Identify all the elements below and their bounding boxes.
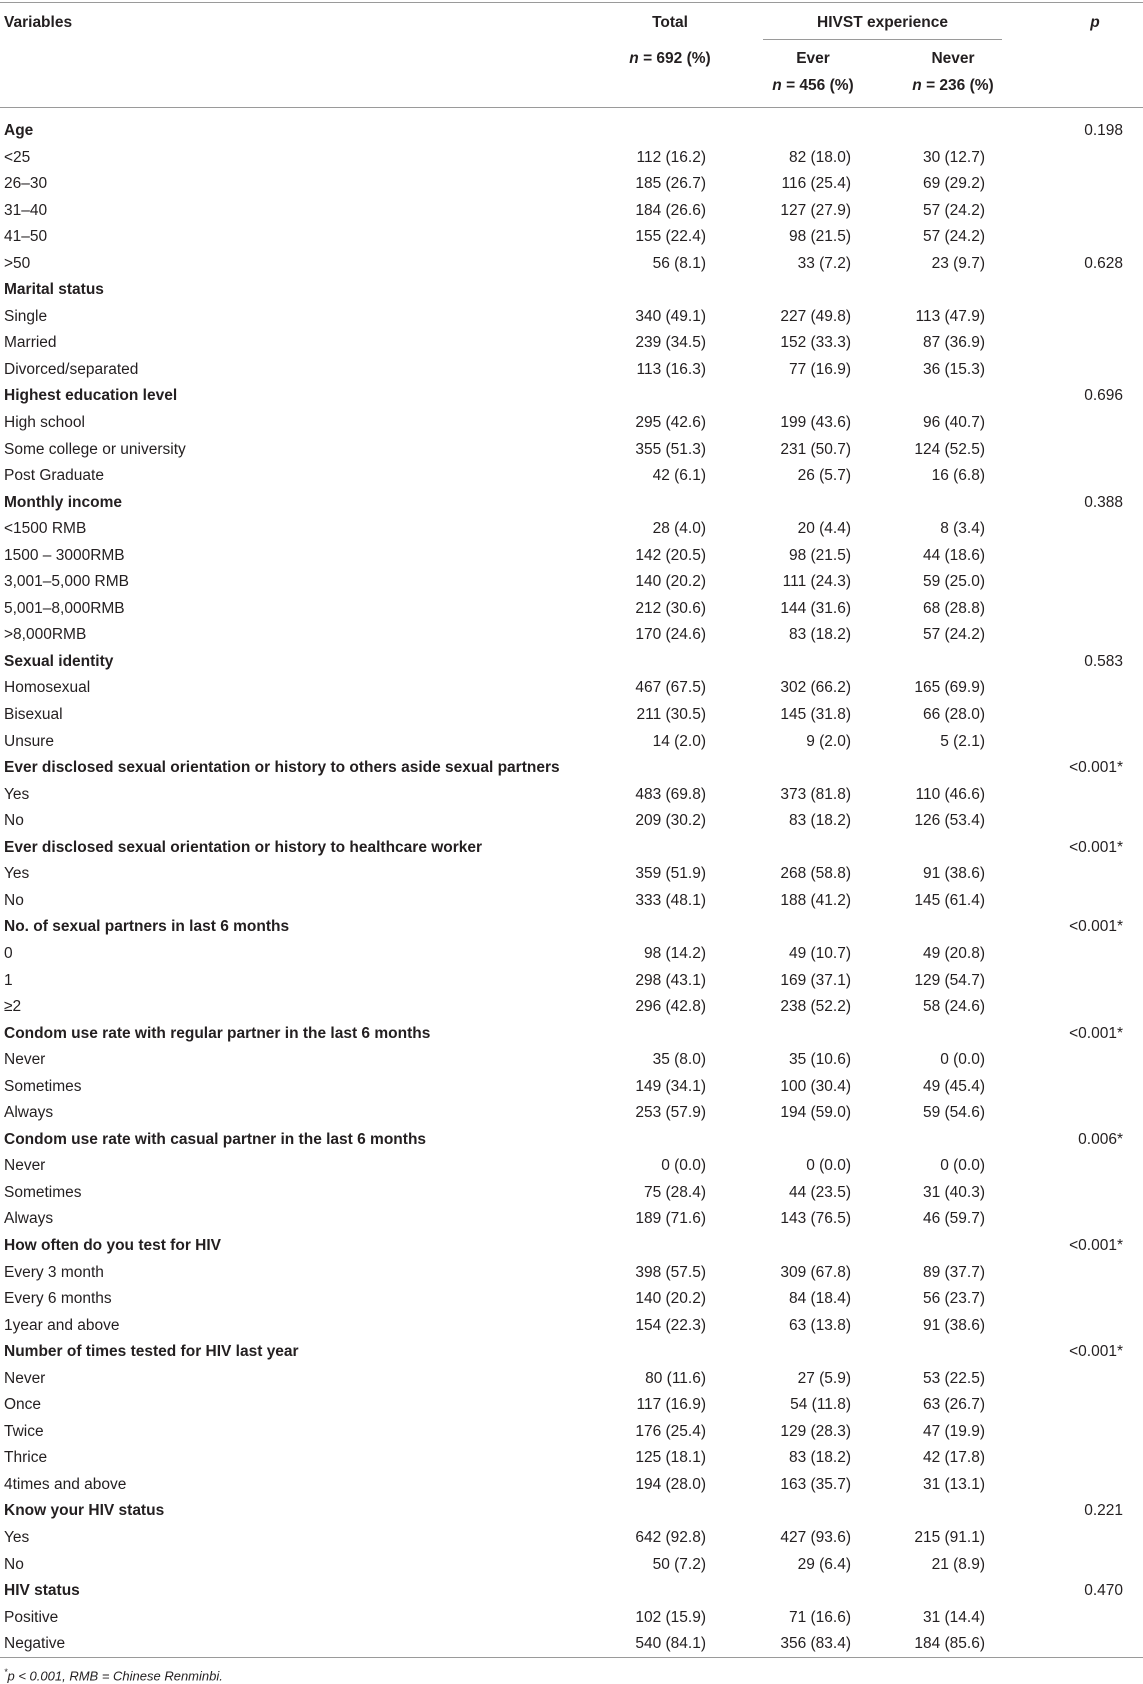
table-row xyxy=(0,463,1143,490)
cell-p-value: 0.006* xyxy=(1078,1130,1123,1148)
cell-never: 5 (2.1) xyxy=(940,732,985,750)
row-label: Positive xyxy=(4,1608,59,1626)
table-row xyxy=(0,1472,1143,1499)
cell-never: 49 (20.8) xyxy=(922,944,985,962)
cell-ever: 231 (50.7) xyxy=(780,440,851,458)
header-ever: Ever xyxy=(796,50,830,67)
table-row xyxy=(0,994,1143,1021)
cell-total: 253 (57.9) xyxy=(635,1104,706,1122)
header-variables: Variables xyxy=(4,14,73,31)
cell-never: 21 (8.9) xyxy=(931,1555,985,1573)
cell-never: 63 (26.7) xyxy=(922,1396,985,1414)
row-label: Post Graduate xyxy=(4,467,104,485)
row-label: Age xyxy=(4,122,34,139)
cell-never: 113 (47.9) xyxy=(915,307,985,325)
cell-ever: 100 (30.4) xyxy=(780,1077,851,1095)
cell-ever: 83 (18.2) xyxy=(788,812,851,830)
cell-total: 56 (8.1) xyxy=(652,254,706,272)
row-label: Unsure xyxy=(4,732,54,750)
cell-ever: 111 (24.3) xyxy=(782,573,851,591)
cell-total: 155 (22.4) xyxy=(635,228,706,246)
cell-p-value: <0.001* xyxy=(1069,1236,1123,1254)
row-label: Highest education level xyxy=(4,387,178,405)
cell-never: 0 (0.0) xyxy=(940,1051,985,1069)
category-row xyxy=(0,383,1143,410)
header-hivst-experience: HIVST experience xyxy=(817,14,948,31)
cell-ever: 27 (5.9) xyxy=(797,1369,851,1387)
row-label: Married xyxy=(4,334,57,352)
cell-ever: 268 (58.8) xyxy=(780,865,851,883)
row-label: Condom use rate with regular partner in the last 6 months xyxy=(4,1024,431,1042)
cell-never: 42 (17.8) xyxy=(922,1449,985,1467)
table-row xyxy=(0,1605,1143,1632)
cell-never: 184 (85.6) xyxy=(914,1635,985,1653)
header-never-n: n = 236 (%) xyxy=(912,77,994,94)
cell-ever: 82 (18.0) xyxy=(788,148,851,166)
cell-total: 149 (34.1) xyxy=(635,1077,706,1095)
row-label: Never xyxy=(4,1157,46,1175)
cell-never: 23 (9.7) xyxy=(931,254,985,272)
cell-ever: 116 (25.4) xyxy=(781,175,851,193)
table-row xyxy=(0,1047,1143,1074)
row-label: Always xyxy=(4,1104,54,1122)
cell-p-value: <0.001* xyxy=(1069,759,1123,777)
row-label: Sometimes xyxy=(4,1183,82,1201)
row-label: <1500 RMB xyxy=(4,520,87,538)
row-label: No xyxy=(4,1555,24,1573)
cell-ever: 54 (11.8) xyxy=(790,1396,851,1414)
cell-ever: 152 (33.3) xyxy=(780,334,851,352)
cell-total: 140 (20.2) xyxy=(635,573,706,591)
cell-total: 125 (18.1) xyxy=(635,1449,706,1467)
cell-ever: 145 (31.8) xyxy=(780,706,851,724)
table-row xyxy=(0,675,1143,702)
cell-ever: 49 (10.7) xyxy=(788,944,851,962)
table-row xyxy=(0,861,1143,888)
cell-ever: 309 (67.8) xyxy=(780,1263,851,1281)
row-label: Sexual identity xyxy=(4,652,114,670)
cell-never: 129 (54.7) xyxy=(914,971,985,989)
cell-ever: 163 (35.7) xyxy=(780,1475,851,1493)
row-label: Never xyxy=(4,1051,46,1069)
cell-ever: 33 (7.2) xyxy=(797,254,851,272)
table-row xyxy=(0,1445,1143,1472)
category-row xyxy=(0,755,1143,782)
cell-never: 91 (38.6) xyxy=(922,865,985,883)
row-label: >50 xyxy=(4,254,31,272)
cell-ever: 227 (49.8) xyxy=(780,307,851,325)
cell-total: 212 (30.6) xyxy=(635,599,706,617)
cell-never: 44 (18.6) xyxy=(922,546,985,564)
row-label: Some college or university xyxy=(4,440,186,458)
row-label: Yes xyxy=(4,785,30,803)
cell-total: 467 (67.5) xyxy=(635,679,706,697)
cell-never: 110 (46.6) xyxy=(915,785,985,803)
table-row xyxy=(0,941,1143,968)
cell-never: 57 (24.2) xyxy=(922,626,985,644)
cell-total: 185 (26.7) xyxy=(635,175,706,193)
cell-ever: 83 (18.2) xyxy=(788,626,851,644)
table-row xyxy=(0,569,1143,596)
cell-never: 59 (54.6) xyxy=(922,1104,985,1122)
cell-p-value: 0.470 xyxy=(1084,1582,1123,1600)
table-row xyxy=(0,808,1143,835)
table-row xyxy=(0,968,1143,995)
row-label: Sometimes xyxy=(4,1077,82,1095)
cell-ever: 373 (81.8) xyxy=(780,785,851,803)
cell-total: 50 (7.2) xyxy=(652,1555,706,1573)
cell-p-value: 0.221 xyxy=(1084,1502,1123,1520)
header-never: Never xyxy=(931,50,975,67)
cell-p-value: 0.388 xyxy=(1084,493,1123,511)
cell-total: 184 (26.6) xyxy=(635,201,706,219)
cell-ever: 127 (27.9) xyxy=(780,201,851,219)
table-row xyxy=(0,1392,1143,1419)
cell-p-value: 0.696 xyxy=(1084,387,1123,405)
row-label: Ever disclosed sexual orientation or history to others aside sexual partners xyxy=(4,759,560,777)
cell-never: 68 (28.8) xyxy=(922,599,985,617)
cell-total: 28 (4.0) xyxy=(652,520,706,538)
cell-total: 296 (42.8) xyxy=(635,998,706,1016)
category-row xyxy=(0,1127,1143,1154)
table-row xyxy=(0,437,1143,464)
row-label: 0 xyxy=(4,944,13,962)
row-label: Divorced/separated xyxy=(4,360,139,378)
row-label: Twice xyxy=(4,1422,44,1440)
cell-never: 53 (22.5) xyxy=(922,1369,985,1387)
cell-never: 126 (53.4) xyxy=(914,812,985,830)
cell-p-value: 0.198 xyxy=(1084,122,1123,139)
row-label: No xyxy=(4,891,24,909)
cell-never: 0 (0.0) xyxy=(940,1157,985,1175)
table-row xyxy=(0,1366,1143,1393)
cell-total: 102 (15.9) xyxy=(635,1608,706,1626)
table-row xyxy=(0,1074,1143,1101)
cell-ever: 129 (28.3) xyxy=(780,1422,851,1440)
cell-total: 42 (6.1) xyxy=(652,467,706,485)
cell-never: 59 (25.0) xyxy=(922,573,985,591)
table-row xyxy=(0,888,1143,915)
table-header-rule xyxy=(0,107,1143,108)
cell-total: 540 (84.1) xyxy=(635,1635,706,1653)
row-label: 4times and above xyxy=(4,1475,127,1493)
cell-total: 140 (20.2) xyxy=(635,1290,706,1308)
category-row xyxy=(0,1339,1143,1366)
row-label: 31–40 xyxy=(4,201,48,219)
cell-never: 56 (23.7) xyxy=(922,1290,985,1308)
cell-p-value: <0.001* xyxy=(1069,1024,1123,1042)
header-total: Total xyxy=(652,14,688,31)
cell-total: 211 (30.5) xyxy=(636,706,706,724)
cell-total: 80 (11.6) xyxy=(645,1369,706,1387)
table-row xyxy=(0,1631,1143,1658)
row-label: Single xyxy=(4,307,48,325)
category-row xyxy=(0,1578,1143,1605)
cell-never: 8 (3.4) xyxy=(940,520,985,538)
cell-total: 340 (49.1) xyxy=(635,307,706,325)
category-row xyxy=(0,1498,1143,1525)
header-p-value: p xyxy=(1090,14,1100,31)
cell-never: 58 (24.6) xyxy=(922,998,985,1016)
row-label: Marital status xyxy=(4,281,104,299)
table-row xyxy=(0,1419,1143,1446)
table-row xyxy=(0,1100,1143,1127)
cell-never: 124 (52.5) xyxy=(914,440,985,458)
cell-ever: 427 (93.6) xyxy=(780,1528,851,1546)
cell-p-value: 0.628 xyxy=(1084,254,1123,272)
table-row xyxy=(0,251,1143,278)
table-row xyxy=(0,782,1143,809)
row-label: Always xyxy=(4,1210,54,1228)
table-row xyxy=(0,171,1143,198)
row-label: >8,000RMB xyxy=(4,626,87,644)
cell-ever: 238 (52.2) xyxy=(780,998,851,1016)
row-label: ≥2 xyxy=(4,998,22,1016)
cell-total: 189 (71.6) xyxy=(635,1210,706,1228)
cell-ever: 35 (10.6) xyxy=(788,1051,851,1069)
header-ever-n: n = 456 (%) xyxy=(772,77,854,94)
category-row xyxy=(0,835,1143,862)
cell-total: 117 (16.9) xyxy=(636,1396,706,1414)
table-row xyxy=(0,410,1143,437)
table-body xyxy=(0,118,1143,1658)
cell-ever: 44 (23.5) xyxy=(788,1183,851,1201)
category-row xyxy=(0,649,1143,676)
row-label: Condom use rate with casual partner in the last 6 months xyxy=(4,1130,427,1148)
row-label: Yes xyxy=(4,1528,30,1546)
cell-total: 298 (43.1) xyxy=(635,971,706,989)
cell-ever: 302 (66.2) xyxy=(780,679,851,697)
row-label: Thrice xyxy=(4,1449,48,1467)
cell-total: 209 (30.2) xyxy=(635,812,706,830)
category-row xyxy=(0,1233,1143,1260)
table-footnote: *p < 0.001, RMB = Chinese Renminbi. xyxy=(4,1667,223,1684)
cell-total: 355 (51.3) xyxy=(635,440,706,458)
table-row xyxy=(0,1313,1143,1340)
row-label: Number of times tested for HIV last year xyxy=(4,1343,299,1361)
cell-ever: 9 (2.0) xyxy=(806,732,851,750)
header-group-rule xyxy=(763,39,1002,40)
cell-p-value: <0.001* xyxy=(1069,1343,1123,1361)
cell-never: 215 (91.1) xyxy=(914,1528,985,1546)
cell-never: 89 (37.7) xyxy=(922,1263,985,1281)
cell-never: 165 (69.9) xyxy=(914,679,985,697)
cell-ever: 144 (31.6) xyxy=(780,599,851,617)
table-row xyxy=(0,198,1143,225)
cell-never: 57 (24.2) xyxy=(922,201,985,219)
cell-total: 333 (48.1) xyxy=(635,891,706,909)
row-label: Know your HIV status xyxy=(4,1502,165,1520)
cell-total: 154 (22.3) xyxy=(635,1316,706,1334)
table-row xyxy=(0,1206,1143,1233)
cell-never: 31 (13.1) xyxy=(922,1475,985,1493)
cell-total: 239 (34.5) xyxy=(635,334,706,352)
category-row xyxy=(0,914,1143,941)
cell-p-value: 0.583 xyxy=(1084,652,1123,670)
cell-ever: 20 (4.4) xyxy=(797,520,851,538)
table-row xyxy=(0,1153,1143,1180)
cell-total: 142 (20.5) xyxy=(635,546,706,564)
row-label: 1 xyxy=(4,971,13,989)
cell-ever: 169 (37.1) xyxy=(780,971,851,989)
table-row xyxy=(0,543,1143,570)
row-label: 3,001–5,000 RMB xyxy=(4,573,129,591)
cell-never: 96 (40.7) xyxy=(922,414,985,432)
row-label: 41–50 xyxy=(4,228,48,246)
table-header xyxy=(0,0,1143,107)
row-label: Every 3 month xyxy=(4,1263,104,1281)
row-label: No xyxy=(4,812,24,830)
table-row xyxy=(0,729,1143,756)
cell-ever: 26 (5.7) xyxy=(797,467,851,485)
cell-never: 87 (36.9) xyxy=(922,334,985,352)
cell-total: 194 (28.0) xyxy=(635,1475,706,1493)
cell-total: 642 (92.8) xyxy=(635,1528,706,1546)
cell-total: 0 (0.0) xyxy=(661,1157,706,1175)
table-row xyxy=(0,1552,1143,1579)
row-label: 1year and above xyxy=(4,1316,120,1334)
row-label: Homosexual xyxy=(4,679,91,697)
row-label: Once xyxy=(4,1396,42,1414)
header-total-n: n = 692 (%) xyxy=(629,50,711,67)
table-row xyxy=(0,330,1143,357)
cell-total: 483 (69.8) xyxy=(635,785,706,803)
table-row xyxy=(0,1260,1143,1287)
row-label: Bisexual xyxy=(4,706,63,724)
cell-total: 14 (2.0) xyxy=(652,732,706,750)
row-label: 26–30 xyxy=(4,175,48,193)
cell-total: 295 (42.6) xyxy=(635,414,706,432)
category-row xyxy=(0,277,1143,304)
cell-total: 113 (16.3) xyxy=(636,360,706,378)
cell-ever: 0 (0.0) xyxy=(806,1157,851,1175)
cell-never: 49 (45.4) xyxy=(922,1077,985,1095)
row-label: No. of sexual partners in last 6 months xyxy=(4,918,290,936)
row-label: Never xyxy=(4,1369,46,1387)
row-label: 5,001–8,000RMB xyxy=(4,599,125,617)
cell-p-value: <0.001* xyxy=(1069,918,1123,936)
table-bottom-rule xyxy=(0,1657,1143,1658)
row-label: 1500 – 3000RMB xyxy=(4,546,125,564)
table-row xyxy=(0,622,1143,649)
cell-ever: 98 (21.5) xyxy=(788,546,851,564)
row-label: Yes xyxy=(4,865,30,883)
cell-total: 112 (16.2) xyxy=(636,148,706,166)
table-row xyxy=(0,357,1143,384)
row-label: Negative xyxy=(4,1635,66,1653)
table-row xyxy=(0,596,1143,623)
cell-ever: 188 (41.2) xyxy=(780,891,851,909)
row-label: HIV status xyxy=(4,1582,80,1600)
cell-never: 91 (38.6) xyxy=(922,1316,985,1334)
cell-total: 359 (51.9) xyxy=(635,865,706,883)
cell-never: 69 (29.2) xyxy=(922,175,985,193)
table-row xyxy=(0,224,1143,251)
cell-ever: 29 (6.4) xyxy=(797,1555,851,1573)
cell-ever: 77 (16.9) xyxy=(788,360,851,378)
cell-never: 66 (28.0) xyxy=(922,706,985,724)
cell-ever: 194 (59.0) xyxy=(780,1104,851,1122)
table-row xyxy=(0,516,1143,543)
cell-ever: 71 (16.6) xyxy=(788,1608,851,1626)
cell-p-value: <0.001* xyxy=(1069,838,1123,856)
row-label: How often do you test for HIV xyxy=(4,1236,221,1254)
category-row xyxy=(0,118,1143,145)
cell-ever: 199 (43.6) xyxy=(780,414,851,432)
cell-never: 36 (15.3) xyxy=(922,360,985,378)
cell-total: 98 (14.2) xyxy=(643,944,706,962)
cell-ever: 63 (13.8) xyxy=(788,1316,851,1334)
row-label: Monthly income xyxy=(4,493,122,511)
table-row xyxy=(0,1180,1143,1207)
cell-never: 145 (61.4) xyxy=(914,891,985,909)
category-row xyxy=(0,490,1143,517)
cell-ever: 98 (21.5) xyxy=(788,228,851,246)
table-row xyxy=(0,145,1143,172)
cell-ever: 356 (83.4) xyxy=(780,1635,851,1653)
table-row xyxy=(0,702,1143,729)
cell-total: 35 (8.0) xyxy=(652,1051,706,1069)
cell-never: 47 (19.9) xyxy=(922,1422,985,1440)
row-label: Every 6 months xyxy=(4,1290,112,1308)
cell-never: 16 (6.8) xyxy=(931,467,985,485)
table-row xyxy=(0,304,1143,331)
cell-never: 30 (12.7) xyxy=(922,148,985,166)
cell-never: 31 (40.3) xyxy=(922,1183,985,1201)
cell-total: 176 (25.4) xyxy=(635,1422,706,1440)
cell-ever: 83 (18.2) xyxy=(788,1449,851,1467)
row-label: Ever disclosed sexual orientation or history to healthcare worker xyxy=(4,838,483,856)
cell-ever: 143 (76.5) xyxy=(780,1210,851,1228)
cell-ever: 84 (18.4) xyxy=(788,1290,851,1308)
category-row xyxy=(0,1021,1143,1048)
cell-never: 57 (24.2) xyxy=(922,228,985,246)
row-label: High school xyxy=(4,414,85,432)
table-row xyxy=(0,1286,1143,1313)
cell-total: 170 (24.6) xyxy=(635,626,706,644)
row-label: <25 xyxy=(4,148,31,166)
cell-total: 398 (57.5) xyxy=(635,1263,706,1281)
cell-never: 46 (59.7) xyxy=(922,1210,985,1228)
cell-never: 31 (14.4) xyxy=(922,1608,985,1626)
cell-total: 75 (28.4) xyxy=(643,1183,706,1201)
table-row xyxy=(0,1525,1143,1552)
